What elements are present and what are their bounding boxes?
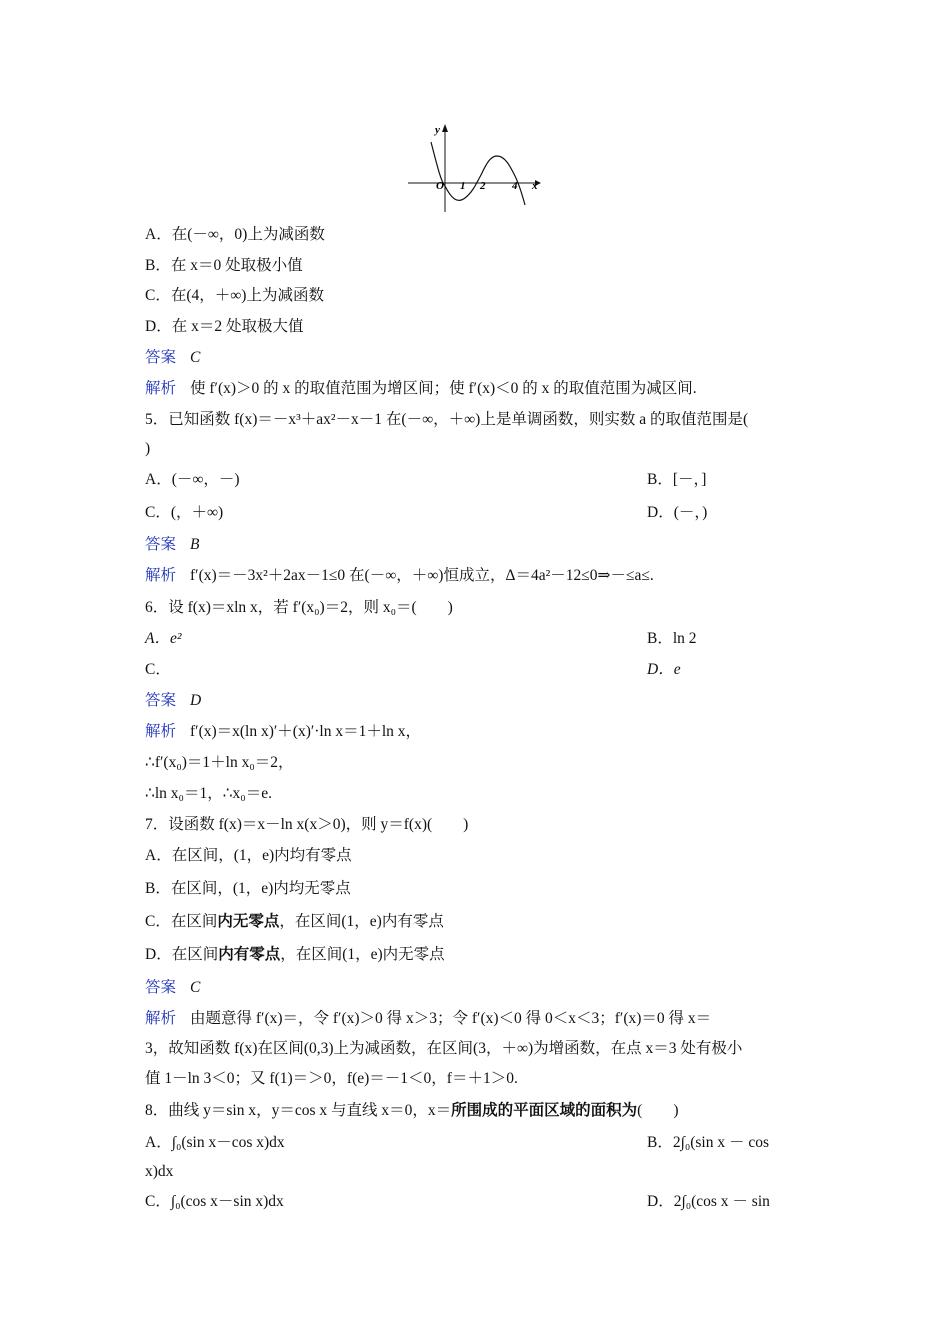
q7-stem: 7．设函数 f(x)＝x－ln x(x＞0)，则 y＝f(x)( ) bbox=[145, 816, 469, 833]
tick-4: 4 bbox=[512, 180, 518, 192]
answer-label: 答案 bbox=[145, 979, 177, 996]
q6-analysis-3: ∴ln x₀＝1，∴x₀＝e. bbox=[145, 785, 272, 802]
q7-analysis bbox=[145, 1009, 711, 1029]
q7-d-part2: 内有零点 bbox=[218, 946, 281, 963]
answer-value: D bbox=[190, 692, 202, 709]
q4-option-c: C．在(4，＋∞)上为减函数 bbox=[145, 287, 324, 304]
q5-option-a: A．(－∞，－) bbox=[145, 471, 240, 488]
y-axis-arrow bbox=[442, 124, 448, 132]
q5-option-b: B．[－，] bbox=[647, 471, 707, 488]
q8-stem bbox=[145, 1101, 678, 1121]
q6-stem: 6．设 f(x)＝xln x，若 f′(x₀)＝2，则 x₀＝( ) bbox=[145, 599, 453, 616]
q5-analysis bbox=[145, 566, 654, 586]
q5-option-c: C．(，＋∞) bbox=[145, 504, 224, 521]
q7-d-part3: ，在区间(1，e)内无零点 bbox=[280, 946, 445, 963]
analysis-text: 由题意得 f′(x)＝，令 f′(x)＞0 得 x＞3；令 f′(x)＜0 得 0＜x＜3；f′(x)＝0 得 x＝ bbox=[190, 1010, 712, 1027]
q4-analysis bbox=[145, 379, 697, 399]
q7-option-b: B．在区间，(1，e)内均无零点 bbox=[145, 880, 351, 897]
tick-1: 1 bbox=[460, 180, 466, 192]
q7-d-part1: D．在区间 bbox=[145, 946, 219, 963]
analysis-text: f′(x)＝x(ln x)′＋(x)′·ln x＝1＋ln x， bbox=[190, 723, 422, 740]
q4-option-b: B．在 x＝0 处取极小值 bbox=[145, 257, 303, 274]
answer-value: C bbox=[190, 349, 201, 366]
analysis-label: 解析 bbox=[145, 1010, 177, 1027]
q6-answer bbox=[145, 691, 201, 711]
q8-option-a: A．∫₀(sin x－cos x)dx bbox=[145, 1134, 285, 1151]
analysis-label: 解析 bbox=[145, 380, 177, 397]
q8-stem-part1: 8．曲线 y＝sin x，y＝cos x 与直线 x＝0，x＝ bbox=[145, 1102, 452, 1119]
q7-option-d bbox=[145, 945, 445, 965]
q7-answer bbox=[145, 978, 200, 998]
analysis-label: 解析 bbox=[145, 723, 177, 740]
q5-option-d: D．(－，) bbox=[647, 504, 708, 521]
origin-label: O bbox=[436, 180, 444, 192]
answer-label: 答案 bbox=[145, 536, 177, 553]
q7-c-part1: C．在区间 bbox=[145, 913, 218, 930]
tick-2: 2 bbox=[480, 180, 486, 192]
q8-option-b: B．2∫₀(sin x － cos bbox=[647, 1134, 770, 1151]
q8-option-b-cont: x)dx bbox=[145, 1163, 174, 1180]
q7-analysis-3: 值 1－ln 3＜0；又 f(1)＝＞0，f(e)＝－1＜0，f＝＋1＞0. bbox=[145, 1070, 518, 1087]
q4-answer bbox=[145, 348, 200, 368]
q7-option-c bbox=[145, 912, 444, 932]
q8-option-d: D．2∫₀(cos x － sin bbox=[647, 1193, 770, 1210]
y-label: y bbox=[435, 124, 440, 136]
q6-option-c: C． bbox=[145, 661, 171, 678]
q7-option-a: A．在区间，(1，e)内均有零点 bbox=[145, 847, 352, 864]
q4-option-a: A．在(－∞，0)上为减函数 bbox=[145, 226, 325, 243]
analysis-label: 解析 bbox=[145, 567, 177, 584]
q7-analysis-2: 3，故知函数 f(x)在区间(0,3)上为减函数，在区间(3，＋∞)为增函数，在点 x＝3 处有极小 bbox=[145, 1040, 743, 1057]
q5-stem: 5．已知函数 f(x)＝－x³＋ax²－x－1 在(－∞，＋∞)上是单调函数，则实数 a 的取值范围是( bbox=[145, 411, 749, 428]
q6-analysis-2: ∴f′(x₀)＝1＋ln x₀＝2， bbox=[145, 754, 294, 771]
q7-c-part3: ，在区间(1，e)内有零点 bbox=[279, 913, 444, 930]
q8-stem-part3: ( ) bbox=[637, 1102, 679, 1119]
q6-analysis bbox=[145, 722, 421, 742]
q6-option-d: D．e bbox=[647, 661, 681, 678]
analysis-text: f′(x)＝－3x²＋2ax－1≤0 在(－∞，＋∞)恒成立，Δ＝4a²－12≤0⇒－≤a≤. bbox=[190, 567, 654, 584]
answer-label: 答案 bbox=[145, 349, 177, 366]
analysis-text: 使 f′(x)＞0 的 x 的取值范围为增区间；使 f′(x)＜0 的 x 的取值范围为减区间. bbox=[190, 380, 697, 397]
q7-c-part2: 内无零点 bbox=[217, 913, 280, 930]
q5-stem-end: ) bbox=[145, 440, 151, 457]
q8-option-c: C．∫₀(cos x－sin x)dx bbox=[145, 1193, 284, 1210]
function-graph bbox=[405, 120, 545, 215]
answer-value: B bbox=[190, 536, 200, 553]
q6-option-a: A．e² bbox=[145, 630, 182, 647]
q4-option-d: D．在 x＝2 处取极大值 bbox=[145, 318, 304, 335]
q5-answer bbox=[145, 535, 199, 555]
answer-label: 答案 bbox=[145, 692, 177, 709]
x-label: x bbox=[532, 180, 538, 192]
q8-stem-part2: 所围成的平面区域的面积为 bbox=[451, 1102, 638, 1119]
q6-option-b: B．ln 2 bbox=[647, 630, 697, 647]
answer-value: C bbox=[190, 979, 201, 996]
